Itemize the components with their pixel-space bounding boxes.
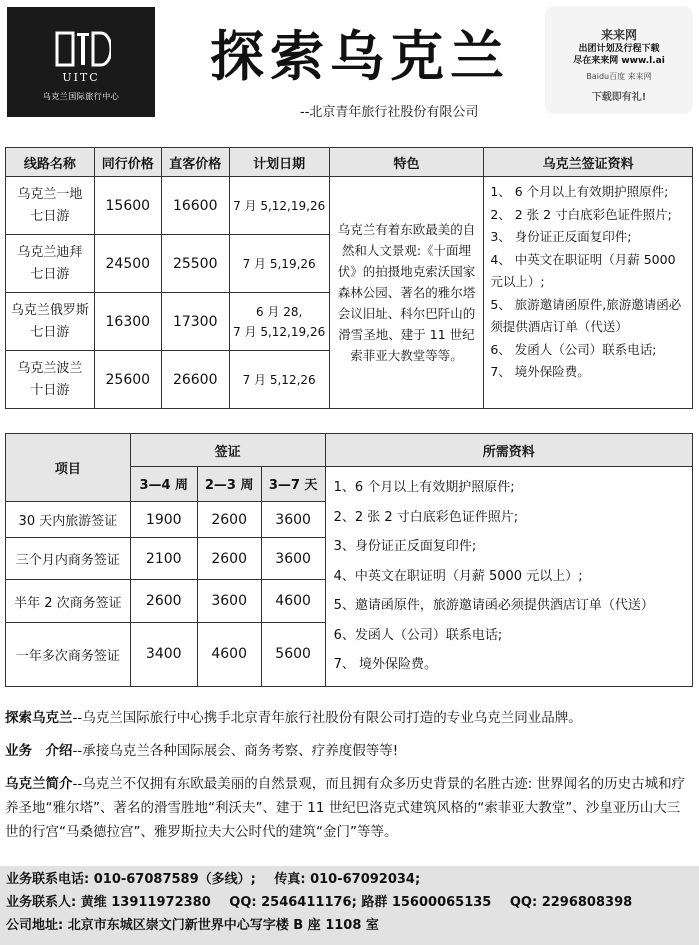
about-text: --乌克兰不仅拥有东欧最美丽的自然景观，而且拥有众多历史背景的名胜古迹: 世界闻名的历史古城和疗养圣地“雅尔塔”、著名的滑雪胜地“利沃夫”、建于 11 世纪巴洛克式建筑风格的“索菲亚大教堂”、沙皇亚历山大三世的行宫“马桑德拉宫”、雅罗斯拉夫大公时代的建筑“金门”等等。: [5, 776, 686, 840]
requirement-item: 5、邀请函原件，旅游邀请函必须提供酒店订单（代送）: [333, 598, 654, 613]
visa-doc-item: 6、 发函人（公司）联系电话;: [490, 341, 657, 357]
contact-bar: [0, 866, 699, 945]
price-3-7-days: 3600: [261, 538, 325, 580]
visa-doc-item: 4、 中英文在职证明（月薪 5000 元以上）;: [490, 251, 676, 289]
route-name-line1: 乌克兰一地: [17, 186, 83, 202]
badge-line-1: 出团计划及行程下载: [578, 44, 660, 54]
brand-key: 探索乌克兰: [5, 710, 73, 726]
route-name-line2: 十日游: [30, 382, 70, 398]
col-period-3-4-weeks: 3—4 周: [130, 467, 197, 502]
intro-section: [5, 706, 693, 844]
page-subtitle: --北京青年旅行社股份有限公司: [300, 105, 479, 120]
contact-phone: 业务联系电话: 010-67087589（多线）;: [6, 872, 256, 887]
route-name-line2: 七日游: [30, 266, 70, 282]
requirement-item: 7、 境外保险费。: [333, 657, 437, 672]
visa-type: 半年 2 次商务签证: [6, 580, 131, 622]
planned-dates: [229, 293, 329, 351]
badge-partners: Baidu百度 来来网: [586, 72, 652, 81]
visa-doc-item: 3、 身份证正反面复印件;: [490, 229, 632, 244]
direct-price: 16600: [161, 177, 229, 235]
requirement-item: 4、中英文在职证明（月薪 5000 元以上）;: [333, 568, 583, 584]
route-name-line1: 乌克兰迪拜: [17, 244, 83, 260]
price-3-4-weeks: 3400: [130, 622, 197, 686]
contact-line-phone: [6, 868, 693, 891]
price-2-3-weeks: 4600: [197, 622, 261, 686]
route-name: [6, 351, 95, 409]
visa-docs-list: [484, 177, 693, 409]
price-2-3-weeks: 2600: [197, 538, 261, 580]
visa-type: 30 天内旅游签证: [6, 501, 131, 537]
logo-fullname: 乌克兰国际旅行中心: [42, 92, 120, 101]
requirement-item: 3、身份证正反面复印件;: [333, 539, 477, 554]
route-name-line1: 乌克兰波兰: [17, 360, 83, 376]
price-3-7-days: 4600: [261, 580, 325, 622]
about-key: 乌克兰简介: [5, 776, 73, 792]
date-line1: 6 月 28,: [255, 304, 303, 319]
business-text: --承接乌克兰各种国际展会、商务考察、疗养度假等等!: [72, 743, 399, 759]
col-visa: 签证: [130, 434, 325, 467]
route-name-line2: 七日游: [30, 324, 70, 340]
peer-price: 24500: [94, 235, 161, 293]
col-period-2-3-weeks: 2—3 周: [197, 467, 261, 502]
price-2-3-weeks: 3600: [197, 580, 261, 622]
col-planned-dates: 计划日期: [229, 148, 329, 177]
peer-price: 25600: [94, 351, 161, 409]
requirement-item: 1、6 个月以上有效期护照原件;: [333, 480, 515, 495]
col-features: 特色: [329, 148, 484, 177]
routes-table: [5, 147, 693, 409]
logo-abbreviation: UITC: [62, 71, 100, 84]
direct-price: 25500: [161, 235, 229, 293]
col-item: 项目: [6, 434, 131, 502]
requirement-item: 2、2 张 2 寸白底彩色证件照片;: [333, 509, 519, 525]
visa-type: 一年多次商务签证: [6, 622, 131, 686]
route-name-line2: 七日游: [30, 208, 70, 224]
brand-text: --乌克兰国际旅行中心携手北京青年旅行社股份有限公司打造的专业乌克兰同业品牌。: [72, 710, 582, 726]
requirement-item: 6、发函人（公司）联系电话;: [333, 627, 503, 643]
badge-gift: 下载即有礼!: [591, 92, 647, 103]
page-title: 探索乌克兰: [210, 24, 510, 88]
business-paragraph: [5, 739, 693, 763]
about-paragraph: [5, 772, 693, 844]
date-line2: 7 月 5,12,19,26: [233, 324, 326, 339]
col-requirements: 所需资料: [325, 434, 692, 467]
table-row: [6, 177, 693, 235]
peer-price: 16300: [94, 293, 161, 351]
visa-doc-item: 7、 境外保险费。: [490, 364, 590, 379]
badge-line-2: 尽在来来网 www.l.ai: [573, 56, 665, 66]
visa-doc-item: 5、 旅游邀请函原件,旅游邀请函必须提供酒店订单（代送）: [490, 296, 682, 334]
badge-brand: 来来网: [600, 28, 637, 42]
promo-badge[interactable]: [545, 6, 693, 114]
planned-dates: 7 月 5,19,26: [229, 235, 329, 293]
business-key: 业务 介绍: [5, 743, 73, 759]
route-name: [6, 177, 95, 235]
col-direct-price: 直客价格: [161, 148, 229, 177]
brand-paragraph: [5, 706, 693, 730]
routes-header-row: [6, 148, 693, 177]
route-name: [6, 293, 95, 351]
col-period-3-7-days: 3—7 天: [261, 467, 325, 502]
visa-header-row: [6, 434, 693, 467]
price-3-4-weeks: 2600: [130, 580, 197, 622]
col-visa-docs: 乌克兰签证资料: [484, 148, 693, 177]
price-3-4-weeks: 2100: [130, 538, 197, 580]
contact-person-1: 业务联系人: 黄维 13911972380: [6, 895, 211, 910]
price-3-7-days: 5600: [261, 622, 325, 686]
direct-price: 17300: [161, 293, 229, 351]
visa-doc-item: 1、 6 个月以上有效期护照原件;: [490, 184, 669, 199]
contact-fax: 传真: 010-67092034;: [274, 872, 421, 887]
contact-line-persons: [6, 891, 693, 914]
route-name-line1: 乌克兰俄罗斯: [10, 302, 89, 318]
planned-dates: 7 月 5,12,26: [229, 351, 329, 409]
price-2-3-weeks: 2600: [197, 501, 261, 537]
requirements-list: [325, 467, 692, 687]
contact-qq-2: QQ: 2296808398: [509, 895, 633, 910]
visa-type: 三个月内商务签证: [6, 538, 131, 580]
visa-table: [5, 433, 693, 687]
price-3-7-days: 3600: [261, 501, 325, 537]
col-peer-price: 同行价格: [94, 148, 161, 177]
price-3-4-weeks: 1900: [130, 501, 197, 537]
planned-dates: 7 月 5,12,19,26: [229, 177, 329, 235]
contact-person-2: 路群 15600065135: [361, 895, 492, 910]
uitc-logo-icon: [55, 29, 111, 69]
features-text: 乌克兰有着东欧最美的自然和人文景观:《十面埋伏》的拍摄地克索沃国家森林公园、著名的雅尔塔会议旧址、科尔巴阡山的滑雪圣地、建于 11 世纪索菲亚大教堂等等。: [329, 177, 484, 409]
visa-doc-item: 2、 2 张 2 寸白底彩色证件照片;: [490, 206, 672, 222]
peer-price: 15600: [94, 177, 161, 235]
direct-price: 26600: [161, 351, 229, 409]
route-name: [6, 235, 95, 293]
company-logo: [7, 7, 155, 117]
contact-address: 公司地址: 北京市东城区崇文门新世界中心写字楼 B 座 1108 室: [6, 918, 379, 933]
col-route-name: 线路名称: [6, 148, 95, 177]
contact-qq-1: QQ: 2546411176;: [229, 895, 357, 910]
